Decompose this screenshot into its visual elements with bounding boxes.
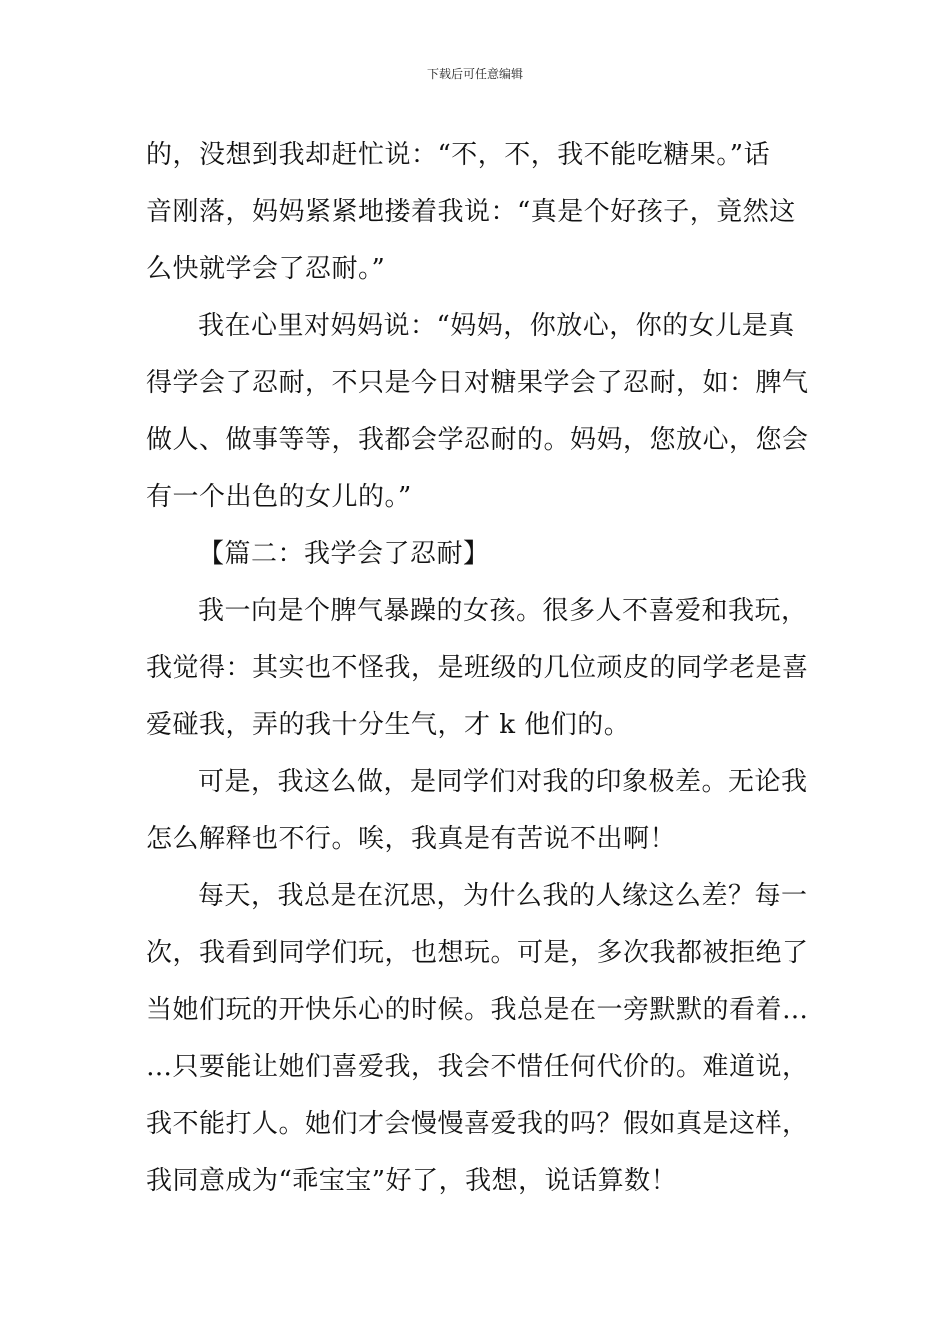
text-line: 我觉得：其实也不怪我，是班级的几位顽皮的同学老是喜 bbox=[146, 653, 809, 683]
document-body bbox=[146, 127, 809, 1210]
section-heading: 【篇二：我学会了忍耐】 bbox=[198, 539, 490, 569]
text-line: 可是，我这么做，是同学们对我的印象极差。无论我 bbox=[198, 767, 808, 797]
text-line: 我同意成为“乖宝宝”好了，我想，说话算数！ bbox=[146, 1166, 678, 1196]
text-line: 我在心里对妈妈说：“妈妈，你放心，你的女儿是真 bbox=[198, 311, 795, 341]
text-line: 爱碰我，弄的我十分生气，才 k 他们的。 bbox=[146, 710, 631, 740]
text-line: 的，没想到我却赶忙说：“不，不，我不能吃糖果。”话 bbox=[146, 140, 771, 170]
text-line: 怎么解释也不行。唉，我真是有苦说不出啊！ bbox=[146, 824, 677, 854]
text-line: 做人、做事等等，我都会学忍耐的。妈妈，您放心，您会 bbox=[146, 425, 809, 455]
text-line: 得学会了忍耐，不只是今日对糖果学会了忍耐，如：脾气 bbox=[146, 368, 809, 398]
text-line: 当她们玩的开快乐心的时候。我总是在一旁默默的看着… bbox=[146, 995, 809, 1025]
text-line: 音刚落，妈妈紧紧地搂着我说：“真是个好孩子，竟然这 bbox=[146, 197, 796, 227]
text-line: 次，我看到同学们玩，也想玩。可是，多次我都被拒绝了 bbox=[146, 938, 809, 968]
text-line: 每天，我总是在沉思，为什么我的人缘这么差？每一 bbox=[198, 881, 808, 911]
page-header: 下载后可任意编辑 bbox=[426, 67, 523, 81]
text-line: …只要能让她们喜爱我，我会不惜任何代价的。难道说， bbox=[146, 1052, 809, 1082]
text-line: 我一向是个脾气暴躁的女孩。很多人不喜爱和我玩， bbox=[198, 596, 808, 626]
text-line: 有一个出色的女儿的。” bbox=[146, 482, 412, 512]
text-line: 我不能打人。她们才会慢慢喜爱我的吗？假如真是这样， bbox=[146, 1109, 809, 1139]
text-line: 么快就学会了忍耐。” bbox=[146, 254, 386, 284]
